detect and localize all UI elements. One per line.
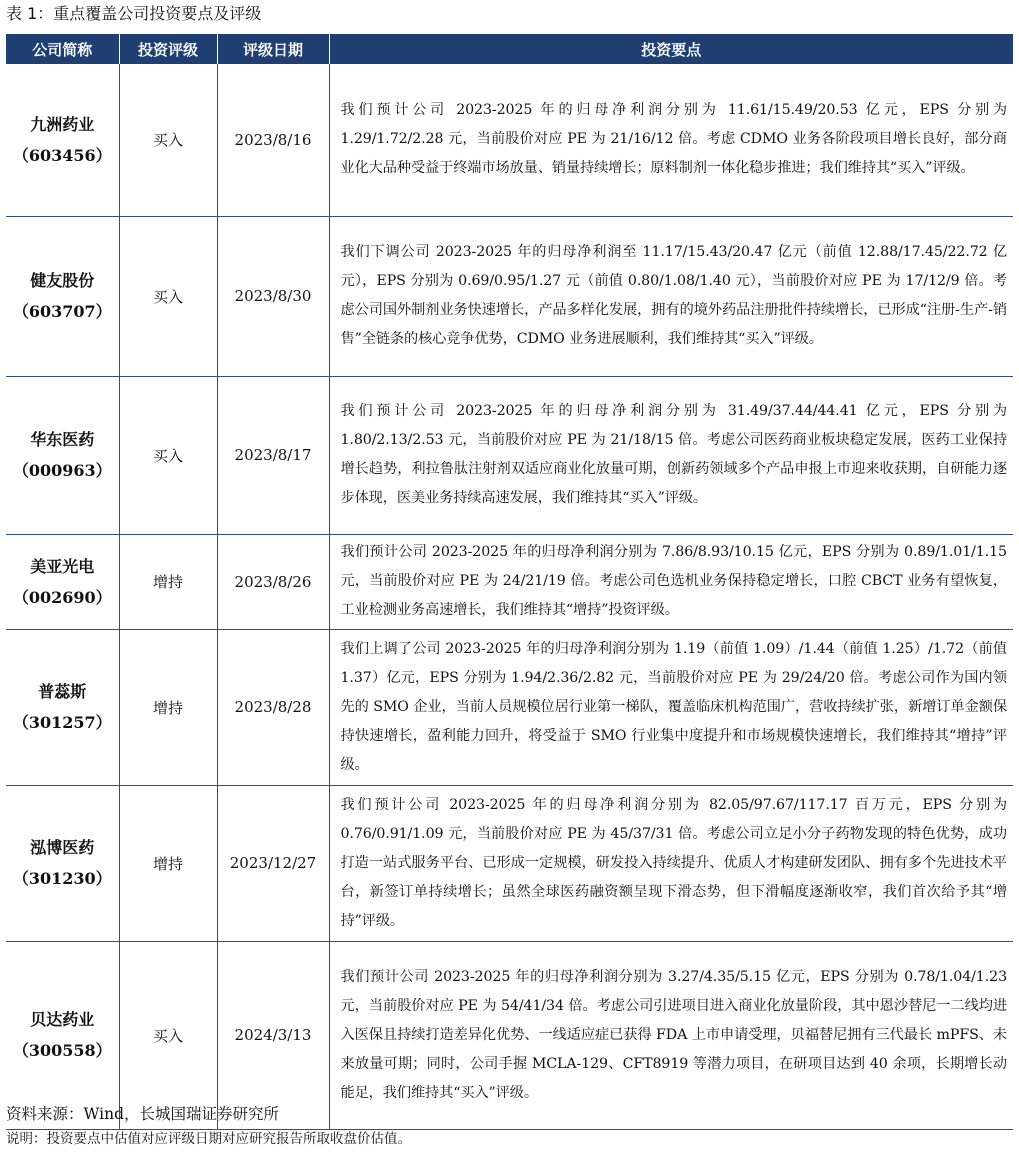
company-code: （000963） [12,461,112,480]
company-name: 泓博医药 [30,838,95,857]
company-name: 普蕊斯 [38,682,87,701]
company-code: （002690） [12,587,112,607]
rating-cell: 增持 [119,785,217,941]
company-cell [6,534,119,629]
company-cell [6,216,119,376]
points-cell: 我们预计公司 2023-2025 年的归母净利润分别为 82.05/97.67/117.17 百万元，EPS 分别为 0.76/0.91/1.09 元，当前股价对应 PE 为 45/37/31 倍。考虑公司立足小分子药物发现的特色优势，成功打造一站式服务平台、已形成一定规模，研发投入持续提升、优质人才构建研发团队、拥有多个先进技术平台，新签订单持续增长；虽然全球医药融资额呈现下滑态势，但下滑幅度逐渐收窄，我们首次给予其“增持”评级。 [329,785,1013,941]
header-points: 投资要点 [329,34,1013,64]
date-cell: 2023/8/28 [217,629,329,785]
header-date: 评级日期 [217,34,329,64]
source-note: 资料来源：Wind，长城国瑞证券研究所 [6,1105,280,1123]
table-row [6,64,1013,216]
company-cell [6,376,119,534]
header-rating: 投资评级 [119,34,217,64]
company-name: 健友股份 [30,271,95,290]
date-cell: 2023/8/16 [217,64,329,216]
coverage-table [6,34,1013,1130]
table-caption: 表 1：重点覆盖公司投资要点及评级 [6,4,262,23]
points-cell: 我们预计公司 2023-2025 年的归母净利润分别为 3.27/4.35/5.15 亿元，EPS 分别为 0.78/1.04/1.23 元，当前股价对应 PE 为 54/41/34 倍。考虑公司引进项目进入商业化放量阶段，其中恩沙替尼一二线均进入医保且持续打造差异化优势、一线适应症已获得 FDA 上市申请受理，贝福替尼拥有三代最长 mPFS、未来放量可期；同时，公司手握 MCLA-129、CFT8919 等潜力项目，在研项目达到 40 余项，长期增长动能足，我们维持其“买入”评级。 [329,941,1013,1129]
points-cell: 我们上调了公司 2023-2025 年的归母净利润分别为 1.19（前值 1.09）/1.44（前值 1.25）/1.72（前值 1.37）亿元，EPS 分别为 1.94/2.36/2.82 元，当前股价对应 PE 为 29/24/20 倍。考虑公司作为国内领先的 SMO 企业，当前人员规模位居行业第一梯队，覆盖临床机构范围广，营收持续扩张，新增订单金额保持快速增长，盈利能力回升，将受益于 SMO 行业集中度提升和市场规模快速增长，我们维持其“增持”评级。 [329,629,1013,785]
table-row [6,785,1013,941]
date-cell: 2023/8/30 [217,216,329,376]
company-name: 贝达药业 [30,1010,95,1029]
header-company: 公司简称 [6,34,119,64]
table-row [6,376,1013,534]
company-code: （603456） [12,145,112,165]
valuation-note: 说明：投资要点中估值对应评级日期对应研究报告所取收盘价估值。 [6,1131,411,1147]
rating-cell: 买入 [119,64,217,216]
rating-cell: 买入 [119,376,217,534]
company-name: 九洲药业 [30,114,95,134]
rating-cell: 买入 [119,941,217,1129]
company-code: （301230） [12,869,112,888]
points-cell: 我们下调公司 2023-2025 年的归母净利润至 11.17/15.43/20.47 亿元（前值 12.88/17.45/22.72 亿元），EPS 分别为 0.69/0.95/1.27 元（前值 0.80/1.08/1.40 元），当前股价对应 PE 为 17/12/9 倍。考虑公司国外制剂业务快速增长，产品多样化发展，拥有的境外药品注册批件持续增长，已形成“注册-生产-销售”全链条的核心竞争优势，CDMO 业务进展顺利，我们维持其“买入”评级。 [329,216,1013,376]
table-header-row [6,34,1013,64]
rating-cell: 增持 [119,629,217,785]
date-cell: 2023/8/26 [217,534,329,629]
company-code: （301257） [12,713,112,732]
company-cell [6,941,119,1129]
date-cell: 2023/8/17 [217,376,329,534]
date-cell: 2023/12/27 [217,785,329,941]
date-cell: 2024/3/13 [217,941,329,1129]
company-name: 华东医药 [30,430,95,449]
rating-cell: 增持 [119,534,217,629]
table-row [6,629,1013,785]
company-name: 美亚光电 [30,556,95,576]
company-cell [6,629,119,785]
company-code: （300558） [12,1041,112,1060]
rating-cell: 买入 [119,216,217,376]
company-code: （603707） [12,302,112,321]
table-row [6,216,1013,376]
table-row [6,534,1013,629]
points-cell: 我们预计公司 2023-2025 年的归母净利润分别为 7.86/8.93/10.15 亿元，EPS 分别为 0.89/1.01/1.15 元，当前股价对应 PE 为 24/21/19 倍。考虑公司色选机业务保持稳定增长，口腔 CBCT 业务有望恢复，工业检测业务高速增长，我们维持其“增持”投资评级。 [329,534,1013,629]
company-cell [6,64,119,216]
company-cell [6,785,119,941]
table-row [6,941,1013,1129]
points-cell: 我们预计公司 2023-2025 年的归母净利润分别为 11.61/15.49/20.53 亿元，EPS 分别为 1.29/1.72/2.28 元，当前股价对应 PE 为 21/16/12 倍。考虑 CDMO 业务各阶段项目增长良好，部分商业化大品种受益于终端市场放量、销量持续增长；原料制剂一体化稳步推进；我们维持其“买入”评级。 [329,64,1013,216]
points-cell: 我们预计公司 2023-2025 年的归母净利润分别为 31.49/37.44/44.41 亿元，EPS 分别为 1.80/2.13/2.53 元，当前股价对应 PE 为 21/18/15 倍。考虑公司医药商业板块稳定发展，医药工业保持增长趋势，利拉鲁肽注射剂双适应商业化放量可期，创新药领域多个产品申报上市迎来收获期，自研能力逐步体现，医美业务持续高速发展，我们维持其“买入”评级。 [329,376,1013,534]
